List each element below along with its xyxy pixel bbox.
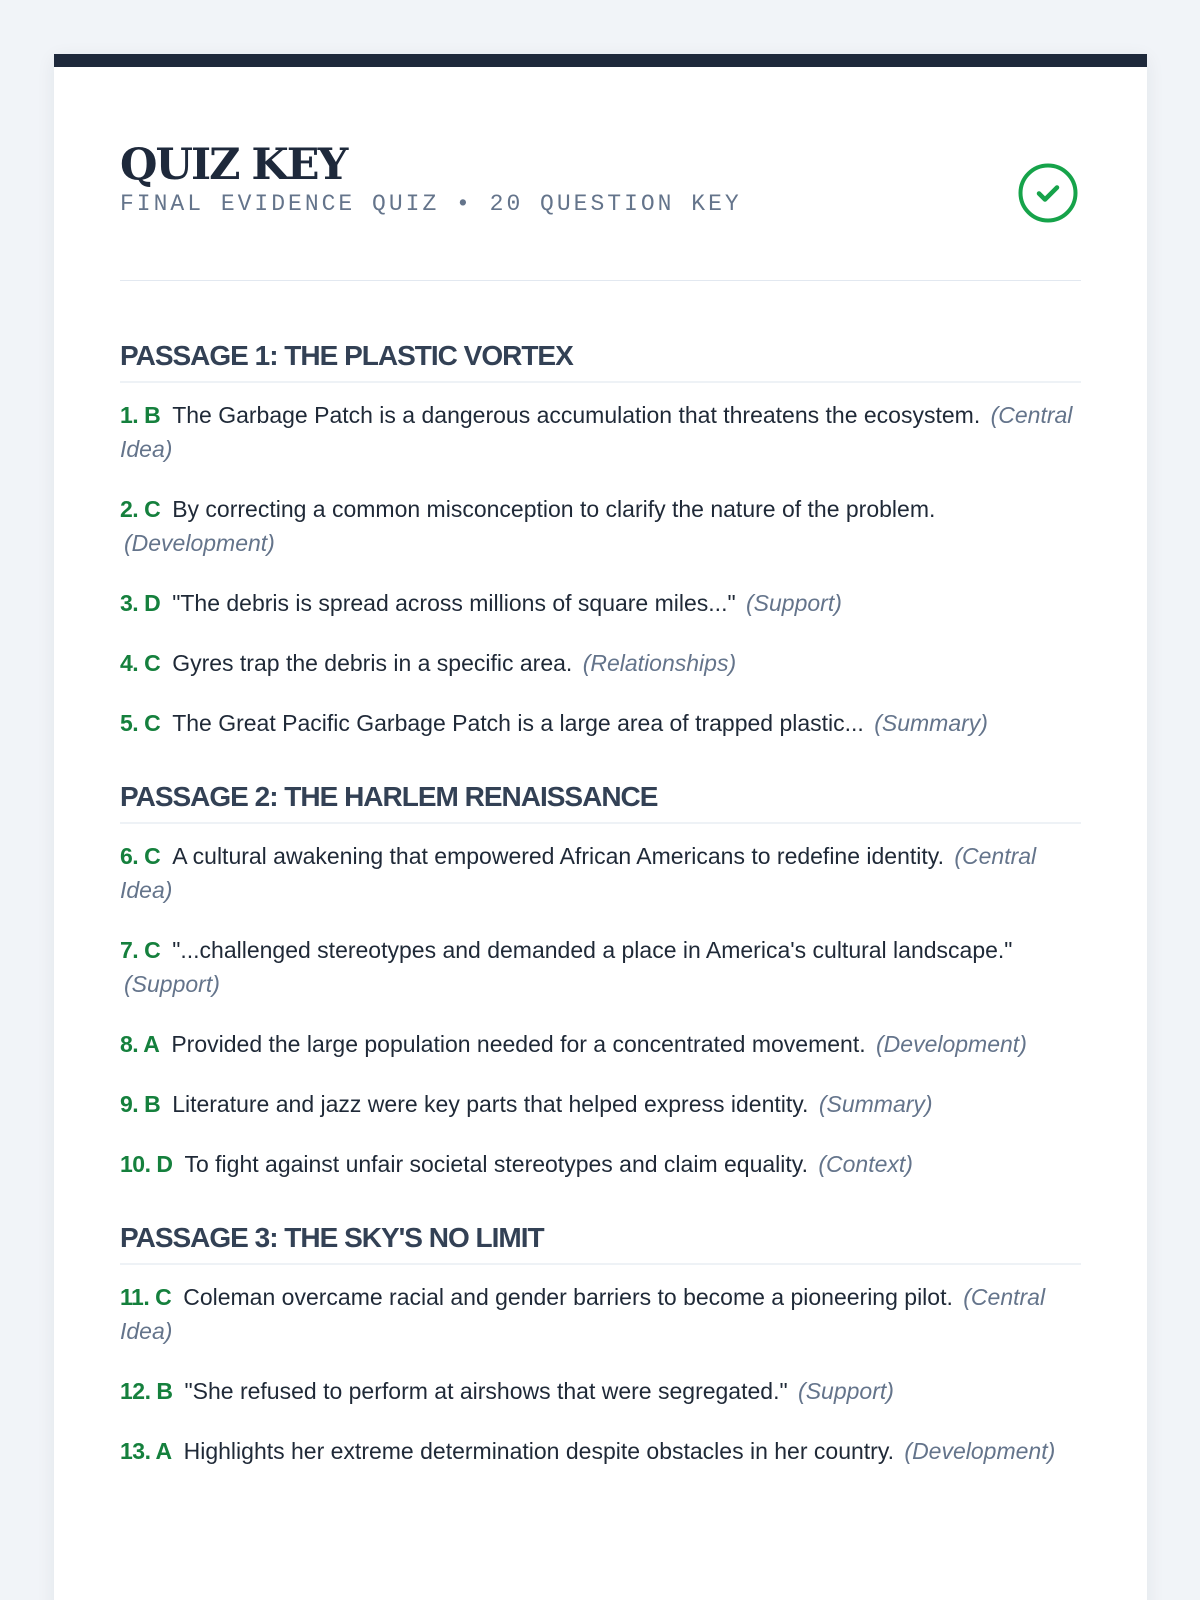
answer-item xyxy=(120,839,1081,907)
passage-heading: PASSAGE 3: THE SKY'S NO LIMIT xyxy=(120,1221,1081,1265)
answer-number: 8. A xyxy=(120,1031,160,1057)
answer-category: (Summary) xyxy=(874,710,988,736)
answer-number: 6. C xyxy=(120,843,161,869)
passage-heading: PASSAGE 2: THE HARLEM RENAISSANCE xyxy=(120,780,1081,824)
answer-item xyxy=(120,586,1081,620)
answer-item xyxy=(120,1280,1081,1348)
answer-text: To fight against unfair societal stereotypes and claim equality. xyxy=(184,1151,808,1177)
answer-category: (Development) xyxy=(904,1438,1056,1464)
answer-category: (Central Idea) xyxy=(120,1284,1046,1344)
answer-text: The Garbage Patch is a dangerous accumulation that threatens the ecosystem. xyxy=(172,402,981,428)
answer-category: (Development) xyxy=(124,530,275,556)
answer-number: 2. C xyxy=(120,496,161,522)
passage-section xyxy=(120,780,1081,1181)
answer-category: (Context) xyxy=(818,1151,913,1177)
answer-number: 3. D xyxy=(120,590,161,616)
answer-text: The Great Pacific Garbage Patch is a large area of trapped plastic... xyxy=(172,710,864,736)
page-subtitle: FINAL EVIDENCE QUIZ • 20 QUESTION KEY xyxy=(120,191,742,217)
answer-number: 9. B xyxy=(120,1091,161,1117)
answer-text: Highlights her extreme determination despite obstacles in her country. xyxy=(183,1438,895,1464)
answer-category: (Summary) xyxy=(818,1091,933,1117)
answer-item xyxy=(120,1087,1081,1121)
quiz-header xyxy=(120,67,1081,281)
answer-category: (Support) xyxy=(124,971,220,997)
answer-text: Provided the large population needed for a concentrated movement. xyxy=(171,1031,866,1057)
quiz-key-card xyxy=(54,54,1147,1600)
answer-text: "She refused to perform at airshows that were segregated." xyxy=(184,1378,788,1404)
answer-number: 10. D xyxy=(120,1151,173,1177)
answer-list xyxy=(120,1265,1081,1468)
answer-category: (Development) xyxy=(876,1031,1027,1057)
answer-number: 1. B xyxy=(120,402,161,428)
answer-list xyxy=(120,824,1081,1181)
answer-text: Literature and jazz were key parts that helped express identity. xyxy=(172,1091,809,1117)
answer-item xyxy=(120,398,1081,466)
answer-text: "...challenged stereotypes and demanded a place in America's cultural landscape." xyxy=(172,937,1013,963)
answer-category: (Support) xyxy=(746,590,842,616)
answer-text: By correcting a common misconception to clarify the nature of the problem. xyxy=(172,496,936,522)
passage-heading: PASSAGE 1: THE PLASTIC VORTEX xyxy=(120,339,1081,383)
answer-item xyxy=(120,1027,1081,1061)
answer-list xyxy=(120,383,1081,740)
answer-item xyxy=(120,933,1081,1001)
passage-section xyxy=(120,339,1081,740)
answer-number: 4. C xyxy=(120,650,161,676)
answer-item xyxy=(120,1147,1081,1181)
answer-item xyxy=(120,1374,1081,1408)
answer-text: "The debris is spread across millions of square miles..." xyxy=(172,590,736,616)
answer-number: 13. A xyxy=(120,1438,172,1464)
passage-section xyxy=(120,1221,1081,1468)
check-circle-icon xyxy=(1018,163,1078,223)
answer-item xyxy=(120,706,1081,740)
page-title: QUIZ KEY xyxy=(120,140,347,190)
answer-item xyxy=(120,646,1081,680)
answer-category: (Relationships) xyxy=(582,650,737,676)
answer-text: Gyres trap the debris in a specific area. xyxy=(172,650,573,676)
answer-text: Coleman overcame racial and gender barriers to become a pioneering pilot. xyxy=(183,1284,953,1310)
answer-category: (Support) xyxy=(798,1378,894,1404)
answer-number: 12. B xyxy=(120,1378,173,1404)
answer-number: 7. C xyxy=(120,937,161,963)
answer-category: (Central Idea) xyxy=(120,402,1073,462)
answer-category: (Central Idea) xyxy=(120,843,1037,903)
answer-item xyxy=(120,1434,1081,1468)
answer-number: 11. C xyxy=(120,1284,172,1310)
answer-text: A cultural awakening that empowered African Americans to redefine identity. xyxy=(172,843,944,869)
answer-item xyxy=(120,492,1081,560)
answer-number: 5. C xyxy=(120,710,161,736)
